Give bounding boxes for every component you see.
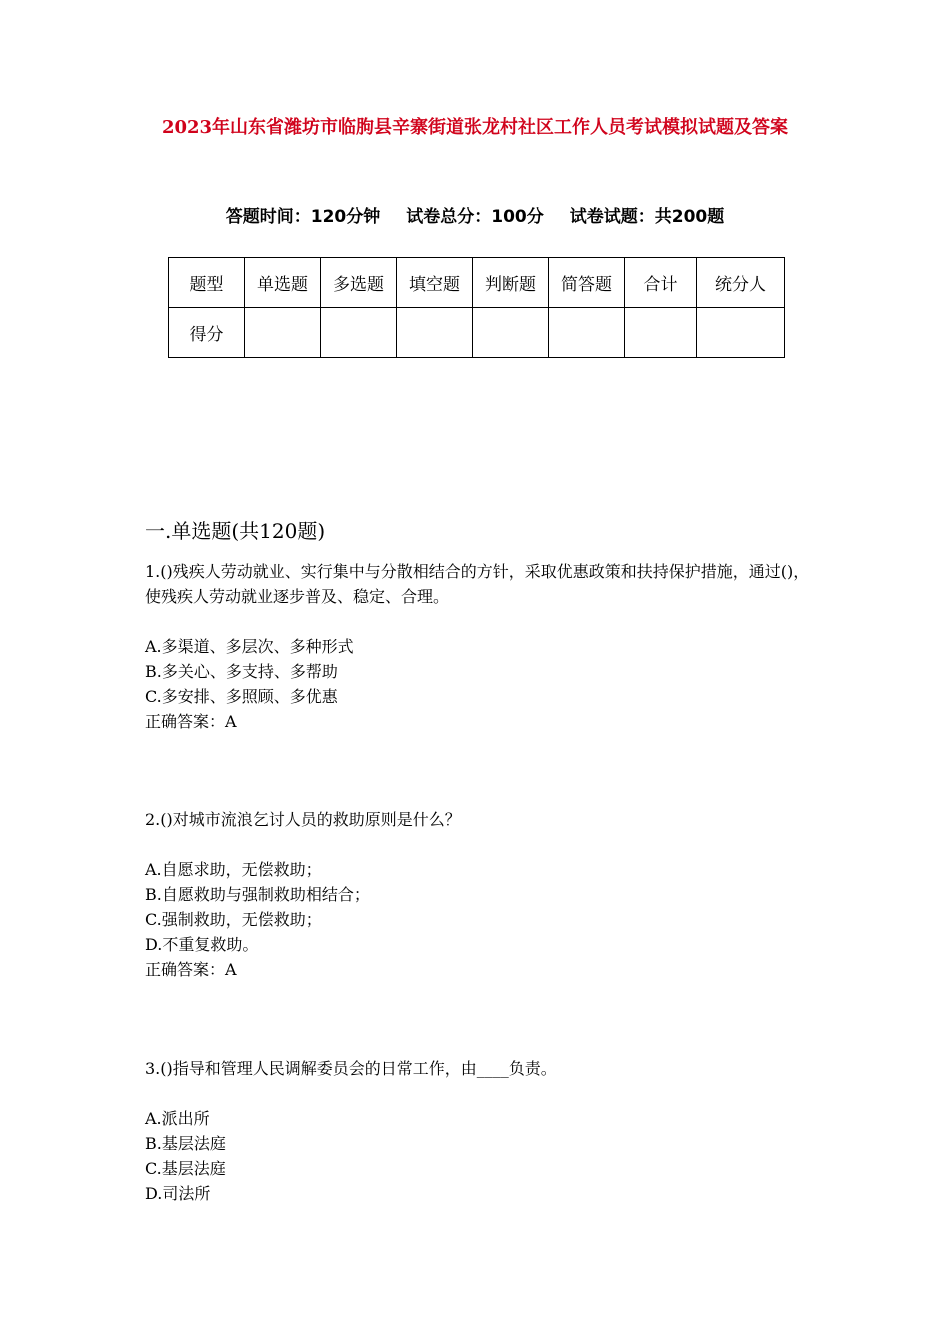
document-title: 2023年山东省潍坊市临朐县辛寨街道张龙村社区工作人员考试模拟试题及答案 [161, 117, 789, 138]
score-table-header-row [169, 258, 785, 308]
score-cell [321, 308, 397, 358]
option: B.多关心、多支持、多帮助 [145, 662, 338, 681]
header-cell: 判断题 [473, 258, 549, 308]
option: A.派出所 [145, 1109, 210, 1128]
header-cell: 填空题 [397, 258, 473, 308]
option: C.多安排、多照顾、多优惠 [145, 687, 338, 706]
header-cell: 合计 [625, 258, 697, 308]
question-1 [145, 559, 815, 734]
header-cell: 简答题 [549, 258, 625, 308]
question-3 [145, 1056, 815, 1206]
header-cell: 统分人 [697, 258, 785, 308]
score-table-score-row [169, 308, 785, 358]
question-stem: 2.()对城市流浪乞讨人员的救助原则是什么？ [145, 810, 461, 829]
score-cell [245, 308, 321, 358]
score-table [168, 257, 785, 358]
answer: 正确答案：A [145, 960, 237, 979]
score-cell [397, 308, 473, 358]
header-cell: 多选题 [321, 258, 397, 308]
score-cell [625, 308, 697, 358]
header-cell: 题型 [169, 258, 245, 308]
option: A.多渠道、多层次、多种形式 [145, 637, 354, 656]
question-stem: 1.()残疾人劳动就业、实行集中与分散相结合的方针，采取优惠政策和扶持保护措施，通过()，使残疾人劳动就业逐步普及、稳定、合理。 [145, 562, 810, 606]
score-cell [549, 308, 625, 358]
option: C.基层法庭 [145, 1159, 226, 1178]
header-cell: 单选题 [245, 258, 321, 308]
exam-info [0, 202, 950, 227]
score-cell [473, 308, 549, 358]
option: D.司法所 [145, 1184, 211, 1203]
exam-time: 答题时间：120分钟 [225, 207, 381, 227]
exam-question-count: 试卷试题：共200题 [569, 207, 725, 227]
score-cell [697, 308, 785, 358]
option: B.基层法庭 [145, 1134, 226, 1153]
option: A.自愿求助，无偿救助； [145, 860, 322, 879]
option: D.不重复救助。 [145, 935, 259, 954]
option: B.自愿救助与强制救助相结合； [145, 885, 370, 904]
answer: 正确答案：A [145, 712, 237, 731]
option: C.强制救助，无偿救助； [145, 910, 322, 929]
question-2 [145, 807, 815, 982]
row-label: 得分 [169, 308, 245, 358]
exam-total-score: 试卷总分：100分 [406, 207, 544, 227]
question-stem: 3.()指导和管理人民调解委员会的日常工作，由____负责。 [145, 1059, 557, 1078]
section-heading: 一.单选题(共120题) [145, 519, 326, 543]
